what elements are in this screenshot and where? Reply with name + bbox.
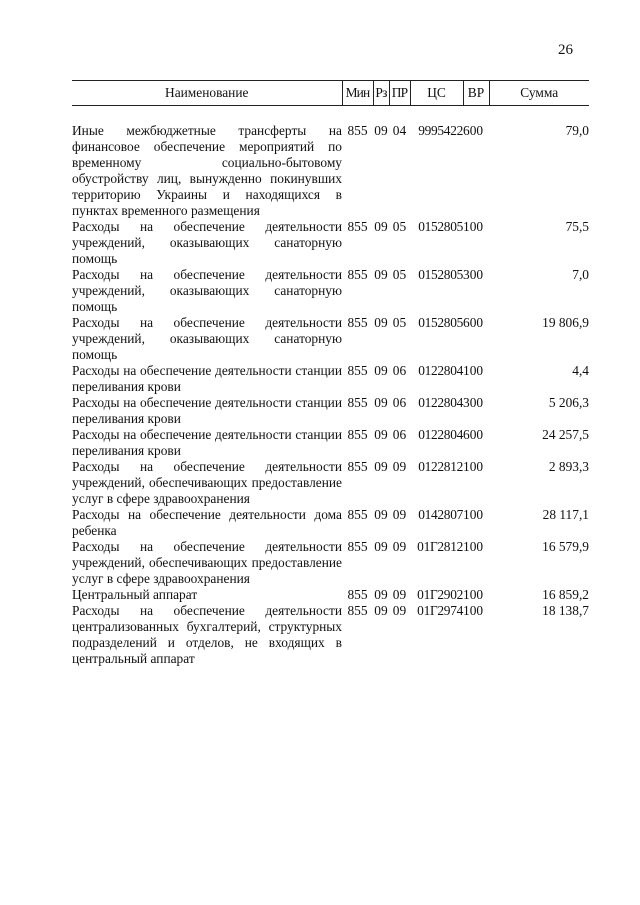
row-rz: 09 [374,395,388,410]
row-vr: 100 [463,459,484,474]
row-pr: 09 [392,587,407,602]
row-sum: 16 859,2 [542,587,589,602]
row-pr: 06 [392,395,407,410]
row-sum: 79,0 [565,123,589,138]
row-sum: 7,0 [572,267,589,282]
header-name: Наименование [72,81,342,106]
row-cs: 0122804 [418,363,463,378]
table-row [72,123,589,219]
row-sum: 24 257,5 [542,427,589,442]
table-header-row [72,81,589,106]
row-cs: 0152805 [418,315,463,330]
row-name: Расходы на обеспечение деятельности станции переливания крови [72,395,342,426]
row-cs: 0122812 [418,459,463,474]
row-vr: 100 [463,507,484,522]
row-cs: 0152805 [418,219,463,234]
row-sum: 16 579,9 [542,539,589,554]
row-cs: 01Г2974 [417,603,463,618]
header-vr: ВР [463,81,489,106]
row-pr: 09 [392,603,407,618]
row-name: Расходы на обеспечение деятельности станции переливания крови [72,427,342,458]
row-vr: 100 [463,363,484,378]
table-row [72,587,589,603]
row-vr: 600 [463,427,484,442]
row-pr: 09 [392,459,407,474]
table-body [72,106,589,668]
row-name: Иные межбюджетные трансферты на финансовое обеспечение мероприятий по временному социально-бытовому обустройству лиц, вынужденно покинувших территорию Украины и находящихся в пунктах временного размещения [72,123,342,218]
header-sum: Сумма [489,81,589,106]
row-min: 855 [347,363,368,378]
row-cs: 01Г2902 [417,587,463,602]
row-rz: 09 [374,267,388,282]
row-min: 855 [347,539,368,554]
row-rz: 09 [374,315,388,330]
table-row [72,395,589,427]
row-vr: 100 [463,587,484,602]
row-rz: 09 [374,587,388,602]
table-row [72,219,589,267]
row-vr: 100 [463,603,484,618]
table-row [72,539,589,587]
row-pr: 05 [392,315,407,330]
row-rz: 09 [374,459,388,474]
row-name: Расходы на обеспечение деятельности учреждений, оказывающих санаторную помощь [72,219,342,266]
row-min: 855 [347,603,368,618]
row-min: 855 [347,267,368,282]
row-sum: 5 206,3 [548,395,589,410]
row-name: Расходы на обеспечение деятельности дома ребенка [72,507,342,538]
row-name: Расходы на обеспечение деятельности учреждений, оказывающих санаторную помощь [72,315,342,362]
row-name: Расходы на обеспечение деятельности централизованных бухгалтерий, структурных подразделений и отделов, не входящих в центральный аппарат [72,603,342,666]
table-row [72,315,589,363]
row-vr: 300 [463,395,484,410]
table-row [72,603,589,667]
spacer-row [72,106,589,124]
table-row [72,267,589,315]
row-name: Расходы на обеспечение деятельности учреждений, оказывающих санаторную помощь [72,267,342,314]
row-cs: 0122804 [418,395,463,410]
row-min: 855 [347,507,368,522]
page-number: 26 [558,42,573,58]
row-name: Расходы на обеспечение деятельности учреждений, обеспечивающих предоставление услуг в сфере здравоохранения [72,539,342,586]
row-rz: 09 [374,539,388,554]
row-sum: 19 806,9 [542,315,589,330]
row-name: Расходы на обеспечение деятельности учреждений, обеспечивающих предоставление услуг в сфере здравоохранения [72,459,342,506]
row-rz: 09 [374,363,388,378]
row-cs: 0122804 [418,427,463,442]
row-sum: 4,4 [572,363,589,378]
table-row [72,507,589,539]
row-cs: 0152805 [418,267,463,282]
row-cs: 9995422 [418,123,463,138]
row-vr: 600 [463,123,484,138]
row-min: 855 [347,123,368,138]
row-rz: 09 [374,123,388,138]
row-vr: 300 [463,267,484,282]
row-pr: 09 [392,539,407,554]
header-pr: ПР [389,81,410,106]
table-row [72,427,589,459]
row-name: Центральный аппарат [72,587,198,602]
row-min: 855 [347,459,368,474]
header-cs: ЦС [410,81,463,106]
row-rz: 09 [374,219,388,234]
row-pr: 05 [392,267,407,282]
row-min: 855 [347,315,368,330]
row-min: 855 [347,587,368,602]
row-rz: 09 [374,603,388,618]
budget-table [72,80,589,667]
table-row [72,459,589,507]
row-cs: 01Г2812 [417,539,463,554]
row-vr: 600 [463,315,484,330]
row-vr: 100 [463,539,484,554]
row-pr: 04 [392,123,407,138]
row-pr: 06 [392,363,407,378]
row-sum: 2 893,3 [548,459,589,474]
header-min: Мин [342,81,373,106]
row-rz: 09 [374,427,388,442]
row-pr: 05 [392,219,407,234]
header-rz: Рз [373,81,389,106]
table-row [72,363,589,395]
row-sum: 18 138,7 [542,603,589,618]
row-min: 855 [347,427,368,442]
row-sum: 28 117,1 [542,507,589,522]
row-min: 855 [347,219,368,234]
row-cs: 0142807 [418,507,463,522]
row-sum: 75,5 [565,219,589,234]
row-name: Расходы на обеспечение деятельности станции переливания крови [72,363,342,394]
row-pr: 09 [392,507,407,522]
row-rz: 09 [374,507,388,522]
row-vr: 100 [463,219,484,234]
row-min: 855 [347,395,368,410]
row-pr: 06 [392,427,407,442]
